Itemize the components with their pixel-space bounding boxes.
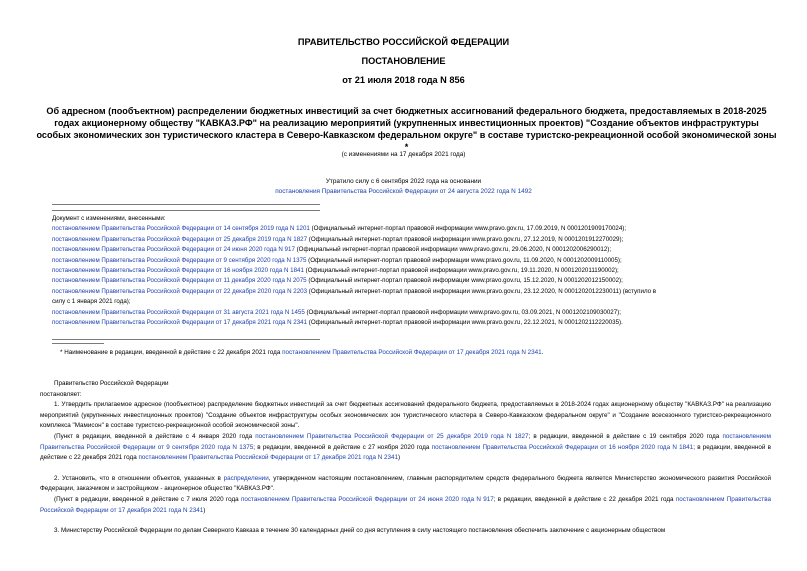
paragraph-2 [40, 474, 771, 495]
amendment-source: (Официальный интернет-портал правовой информации www.pravo.gov.ru, 19.11.2020, N 0001202011190002); [303, 267, 619, 275]
amendment-link[interactable]: постановлением Правительства Российской Федерации от 17 декабря 2021 года N 2341 [52, 319, 308, 327]
date-number-heading: от 21 июля 2018 года N 856 [342, 75, 465, 85]
paragraph-2-text: , утвержденном настоящим постановлением, главным распорядителем средств федерального бюджета является Министерство экономического развития Российской Федерации, заказчиком и застройщиком - акционерное общество "КАВКАЗ.РФ". [40, 474, 771, 493]
amendment-link[interactable]: постановлением Правительства Российской Федерации от 11 декабря 2020 года N 2075 [52, 277, 307, 285]
amendment-source: (Официальный интернет-портал правовой информации www.pravo.gov.ru, 22.12.2021, N 0001202112220035). [307, 319, 623, 327]
note-text: (Пункт в редакции, введенной в действие с 4 января 2020 года [54, 432, 256, 440]
lost-force-text: Утратило силу с 6 сентября 2022 года на основании [325, 178, 482, 185]
document-body [40, 379, 771, 537]
amendment-source: (Официальный интернет-портал правовой информации www.pravo.gov.ru, 17.09.2019, N 0001201909170024); [309, 225, 627, 233]
paragraph-1-note [40, 432, 771, 464]
amendments-list [52, 214, 792, 328]
note-text: ; в редакции, введенной в действие с 22 декабря 2021 года [40, 443, 771, 462]
footnote-divider [52, 343, 104, 344]
paragraph-2-link[interactable]: распределении [223, 474, 269, 482]
list-item [52, 276, 792, 286]
note-text: ) [398, 454, 401, 462]
list-item [52, 245, 792, 255]
amendment-link[interactable]: постановлением Правительства Российской Федерации от 31 августа 2021 года N 1455 [52, 308, 305, 316]
amendment-source: (Официальный интернет-портал правовой информации www.pravo.gov.ru, 27.12.2019, N 0001201912270029); [307, 235, 624, 243]
amendment-link[interactable]: постановлением Правительства Российской Федерации от 24 июня 2020 года N 917 [52, 246, 295, 254]
amendment-source: (Официальный интернет-портал правовой информации www.pravo.gov.ru, 03.09.2021, N 0001202109030027); [304, 308, 621, 316]
amendment-link[interactable]: постановлением Правительства Российской Федерации от 22 декабря 2020 года N 2203 [52, 287, 308, 295]
footnote-end: . [541, 349, 544, 356]
divider [52, 210, 320, 211]
lost-force-notice [0, 177, 807, 197]
list-item [52, 266, 792, 276]
government-heading: ПРАВИТЕЛЬСТВО РОССИЙСКОЙ ФЕДЕРАЦИИ [297, 37, 510, 47]
note-text: ; в редакции, введенной в действие с 22 декабря 2021 года [493, 495, 676, 503]
amendment-link[interactable]: постановлением Правительства Российской Федерации от 25 декабря 2019 года N 1827 [52, 235, 308, 243]
note-link[interactable]: постановлением Правительства Российской Федерации от 16 ноября 2020 года N 1841 [431, 443, 694, 451]
amendment-link[interactable]: постановлением Правительства Российской Федерации от 9 сентября 2020 года N 1375 [52, 256, 307, 264]
footnote [60, 349, 543, 356]
list-item [52, 235, 792, 245]
amendment-link[interactable]: постановлением Правительства Российской Федерации от 14 сентября 2019 года N 1201 [52, 225, 310, 233]
paragraph-2-note [40, 495, 771, 516]
amendment-continuation: силу с 1 января 2021 года); [52, 298, 131, 306]
amendment-source: (Официальный интернет-портал правовой информации www.pravo.gov.ru, 15.12.2020, N 0001202012150002); [306, 277, 623, 285]
note-text: ; в редакции, введенной в действие с 19 сентября 2020 года [528, 432, 723, 440]
note-link[interactable]: постановлением Правительства Российской Федерации от 24 июня 2020 года N 917 [240, 495, 494, 503]
intro-line: постановляет: [40, 390, 82, 398]
footnote-text: * Наименование в редакции, введенной в действие с 22 декабря 2021 года [60, 349, 283, 356]
note-text: ; в редакции, введенной в действие с 27 ноября 2020 года [253, 443, 432, 451]
amendment-source: (Официальный интернет-портал правовой информации www.pravo.gov.ru, 11.09.2020, N 0001202009110005); [306, 256, 622, 264]
note-text: (Пункт в редакции, введенной в действие с 7 июля 2020 года [54, 495, 241, 503]
intro-line: Правительство Российской Федерации [54, 380, 169, 387]
amendments-heading: Документ с изменениями, внесенными: [52, 215, 166, 222]
note-text: ) [203, 506, 206, 514]
note-link[interactable]: постановлением Правительства Российской Федерации от 9 сентября 2020 года N 1375 [40, 432, 771, 451]
list-item [52, 318, 792, 328]
paragraph-2-text: 2. Установить, что в отношении объектов, указанных в [54, 474, 224, 482]
paragraph-3: 3. Министерству Российской Федерации по делам Северного Кавказа в течение 30 календарных дней со дня вступления в силу настоящего постановления обеспечить заключение с акционерным обществом [54, 527, 666, 535]
amendment-source: (Официальный интернет-портал правовой информации www.pravo.gov.ru, 23.12.2020, N 0001202012230011) (вступило в [307, 287, 657, 295]
list-item [52, 256, 792, 266]
amendment-source: (Официальный интернет-портал правовой информации www.pravo.gov.ru, 29.06.2020, N 0001202006290012); [294, 246, 612, 254]
list-item [52, 287, 792, 297]
paragraph-1: 1. Утвердить прилагаемое адресное (пообъектное) распределение бюджетных инвестиций за счет бюджетных ассигнований федерального бюджета, предоставляемых в 2018-2024 годах акционерному обществу "КАВКАЗ.РФ" на реализацию мероприятий (укрупненных инвестиционных проектов) "Создание объектов инфраструктуры особых экономических зон туристического кластера в Северо-Кавказском федеральном округе" и "Создание всесезонного туристско-рекреационного комплекса "Мамисон" в составе туристско-рекреационной особой экономической зоны". [40, 401, 771, 430]
lost-force-link[interactable]: постановления Правительства Российской Федерации от 24 августа 2022 года N 1492 [275, 188, 532, 195]
note-link[interactable]: постановлением Правительства Российской Федерации от 17 декабря 2021 года N 2341 [40, 495, 771, 514]
list-item [52, 308, 792, 318]
divider [52, 204, 320, 205]
doc-type-heading: ПОСТАНОВЛЕНИЕ [361, 56, 446, 66]
amendment-link[interactable]: постановлением Правительства Российской Федерации от 16 ноября 2020 года N 1841 [52, 267, 304, 275]
footnote-link[interactable]: постановлением Правительства Российской Федерации от 17 декабря 2021 года N 2341 [282, 349, 542, 356]
changes-note: (с изменениями на 17 декабря 2021 года) [341, 151, 466, 158]
note-link[interactable]: постановлением Правительства Российской Федерации от 25 декабря 2019 года N 1827 [255, 432, 529, 440]
document-title: Об адресном (пообъектном) распределении бюджетных инвестиций за счет бюджетных ассигнований федерального бюджета, предоставляемых в 2018-2025 годах акционерному обществу "КАВКАЗ.РФ" на реализацию мероприятий (укрупненных инвестиционных проектов) "Создание объектов инфраструктуры особых экономических зон туристического кластера в Северо-Кавказском федеральном округе" в составе туристско-рекреационной особой экономической зоны * [36, 106, 777, 152]
divider [52, 339, 320, 340]
list-item [52, 224, 792, 234]
note-link[interactable]: постановлением Правительства Российской Федерации от 17 декабря 2021 года N 2341 [138, 454, 399, 462]
